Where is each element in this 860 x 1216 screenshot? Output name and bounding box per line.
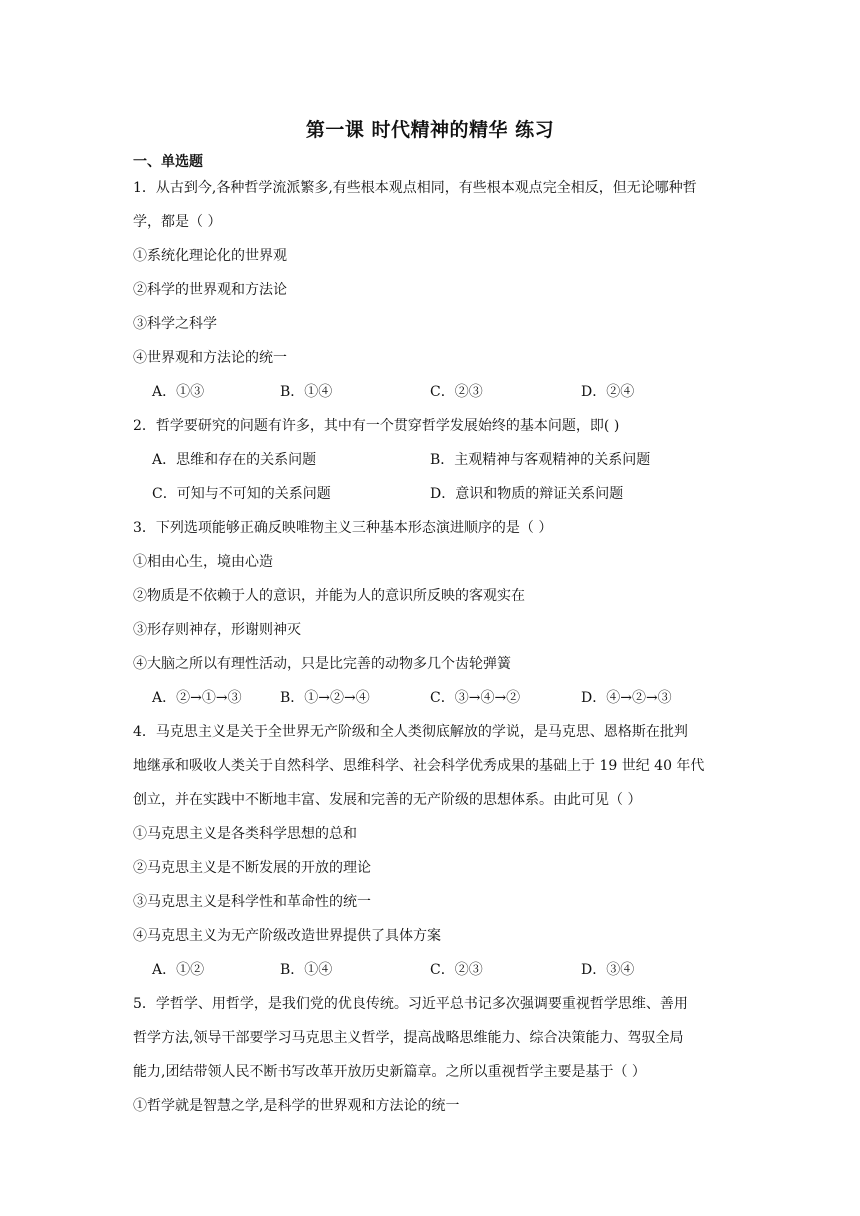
question-3-item-1: ①相由心生，境由心造: [133, 554, 273, 570]
question-3-option-a: A．②→①→③: [152, 690, 242, 706]
question-5-stem-cont-1: 哲学方法,领导干部要学习马克思主义哲学，提高战略思维能力、综合决策能力、驾驭全局: [133, 1030, 684, 1046]
question-2-option-d: D．意识和物质的辩证关系问题: [430, 486, 624, 502]
question-1-item-3: ③科学之科学: [133, 316, 217, 332]
question-5-stem: 5．学哲学、用哲学，是我们党的优良传统。习近平总书记多次强调要重视哲学思维、善用: [133, 996, 688, 1012]
question-4-item-3: ③马克思主义是科学性和革命性的统一: [133, 894, 371, 910]
question-1-stem: 1．从古到今,各种哲学流派繁多,有些根本观点相同，有些根本观点完全相反，但无论哪种哲: [133, 180, 697, 196]
question-1-stem-cont: 学，都是（ ）: [133, 214, 222, 230]
page-title: 第一课 时代精神的精华 练习: [305, 119, 555, 141]
question-4-item-2: ②马克思主义是不断发展的开放的理论: [133, 860, 371, 876]
question-4-option-d: D．③④: [581, 962, 635, 978]
question-3-option-b: B．①→②→④: [280, 690, 370, 706]
question-2-stem: 2．哲学要研究的问题有许多，其中有一个贯穿哲学发展始终的基本问题，即( ): [133, 418, 620, 434]
question-2-option-b: B．主观精神与客观精神的关系问题: [430, 452, 651, 468]
question-4-option-b: B．①④: [280, 962, 333, 978]
question-4-stem: 4．马克思主义是关于全世界无产阶级和全人类彻底解放的学说，是马克思、恩格斯在批判: [133, 724, 688, 740]
question-5-item-1: ①哲学就是智慧之学,是科学的世界观和方法论的统一: [133, 1098, 460, 1114]
section-heading: 一、单选题: [133, 154, 203, 170]
question-4-stem-cont-2: 创立，并在实践中不断地丰富、发展和完善的无产阶级的思想体系。由此可见（ ）: [133, 792, 642, 808]
question-3-stem: 3．下列选项能够正确反映唯物主义三种基本形态演进顺序的是（ ）: [133, 520, 553, 536]
question-4-stem-cont-1: 地继承和吸收人类关于自然科学、思维科学、社会科学优秀成果的基础上于 19 世纪 40 年代: [133, 758, 705, 774]
question-3-item-4: ④大脑之所以有理性活动，只是比完善的动物多几个齿轮弹簧: [133, 656, 511, 672]
question-3-item-2: ②物质是不依赖于人的意识，并能为人的意识所反映的客观实在: [133, 588, 525, 604]
question-3-option-c: C．③→④→②: [430, 690, 521, 706]
question-4-item-4: ④马克思主义为无产阶级改造世界提供了具体方案: [133, 928, 441, 944]
question-4-option-a: A．①②: [152, 962, 205, 978]
question-4-item-1: ①马克思主义是各类科学思想的总和: [133, 826, 357, 842]
question-2-option-c: C．可知与不可知的关系问题: [152, 486, 331, 502]
question-3-item-3: ③形存则神存，形谢则神灭: [133, 622, 301, 638]
question-1-item-1: ①系统化理论化的世界观: [133, 248, 287, 264]
question-1-option-a: A．①③: [152, 384, 205, 400]
question-2-option-a: A．思维和存在的关系问题: [152, 452, 317, 468]
question-1-item-4: ④世界观和方法论的统一: [133, 350, 287, 366]
question-1-option-d: D．②④: [581, 384, 635, 400]
question-1-option-b: B．①④: [280, 384, 333, 400]
question-4-option-c: C．②③: [430, 962, 483, 978]
question-3-option-d: D．④→②→③: [581, 690, 672, 706]
question-1-option-c: C．②③: [430, 384, 483, 400]
question-5-stem-cont-2: 能力,团结带领人民不断书写改革开放历史新篇章。之所以重视哲学主要是基于（ ）: [133, 1064, 646, 1080]
question-1-item-2: ②科学的世界观和方法论: [133, 282, 287, 298]
